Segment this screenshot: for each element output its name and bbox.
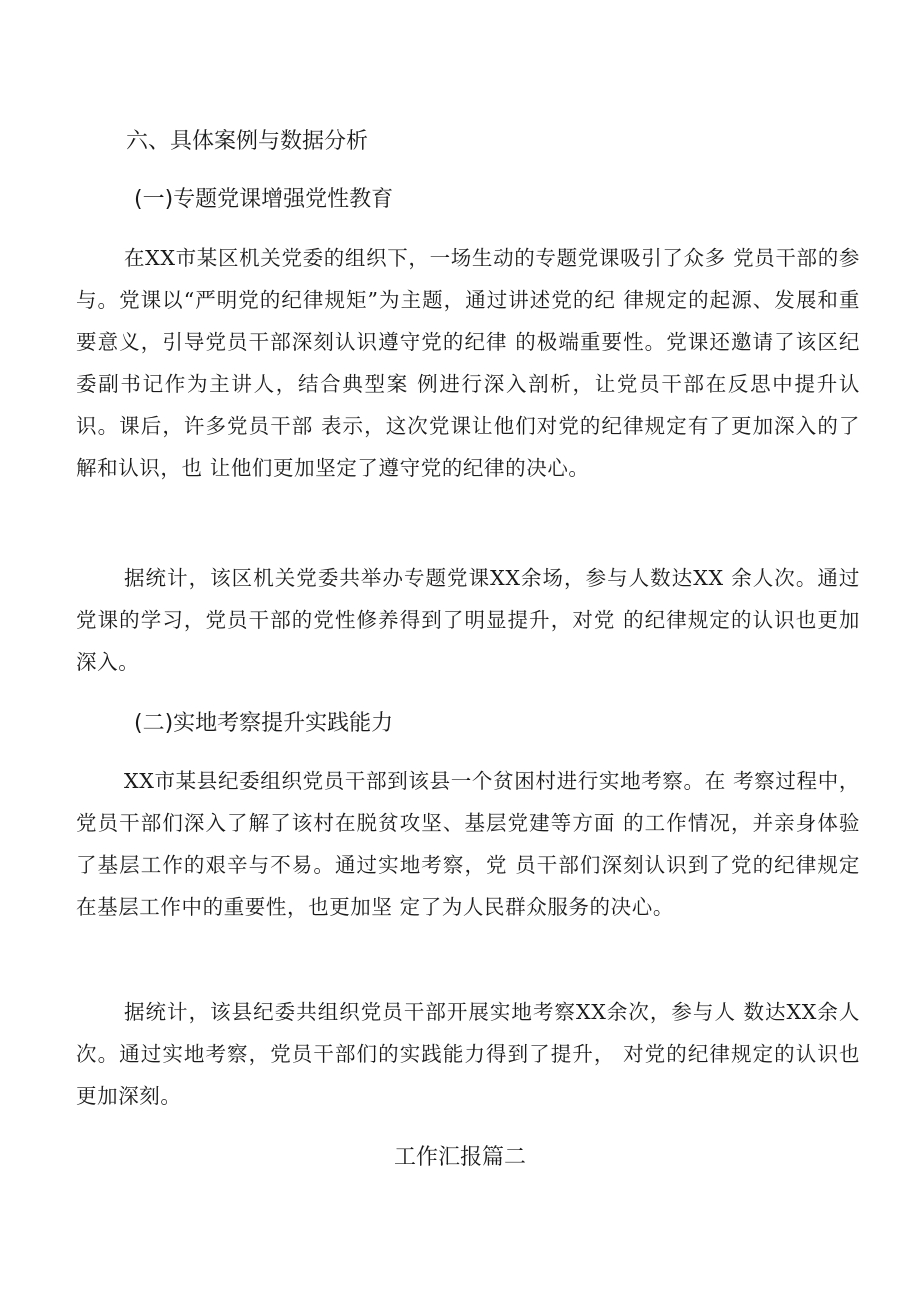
- case1-paragraph-2: 据统计，该区机关党委共举办专题党课XX余场，参与人数达XX 余人次。通过党课的学习，党员干部的党性修养得到了明显提升，对党 的纪律规定的认识也更加深入。: [76, 566, 860, 674]
- section-heading: 六、具体案例与数据分析: [126, 129, 369, 154]
- next-document-title: 工作汇报篇二: [393, 1145, 526, 1170]
- case1-paragraph-1: 在XX市某区机关党委的组织下，一场生动的专题党课吸引了众多 党员干部的参与。党课以“严明党的纪律规矩”为主题，通过讲述党的纪 律规定的起源、发展和重要意义，引导党员干部深刻认识遵守党的纪律 的极端重要性。党课还邀请了该区纪委副书记作为主讲人，结合典型案 例进行深入剖析，让党员干部在反思中提升认识。课后，许多党员干部 表示，这次党课让他们对党的纪律规定有了更加深入的了解和认识，也 让他们更加坚定了遵守党的纪律的决心。: [76, 246, 860, 480]
- case2-paragraph-1: XX市某县纪委组织党员干部到该县一个贫困村进行实地考察。在 考察过程中，党员干部们深入了解了该村在脱贫攻坚、基层党建等方面 的工作情况，并亲身体验了基层工作的艰辛与不易。通过实地考察，党 员干部们深刻认识到了党的纪律规定在基层工作中的重要性，也更加坚 定了为人民群众服务的决心。: [76, 769, 860, 919]
- case2-heading: (二)实地考察提升实践能力: [134, 711, 394, 736]
- case2-paragraph-2: 据统计，该县纪委共组织党员干部开展实地考察XX余次，参与人 数达XX余人次。通过实地考察，党员干部们的实践能力得到了提升， 对党的纪律规定的认识也更加深刻。: [76, 1000, 860, 1108]
- case1-heading: (一)专题党课增强党性教育: [134, 187, 394, 212]
